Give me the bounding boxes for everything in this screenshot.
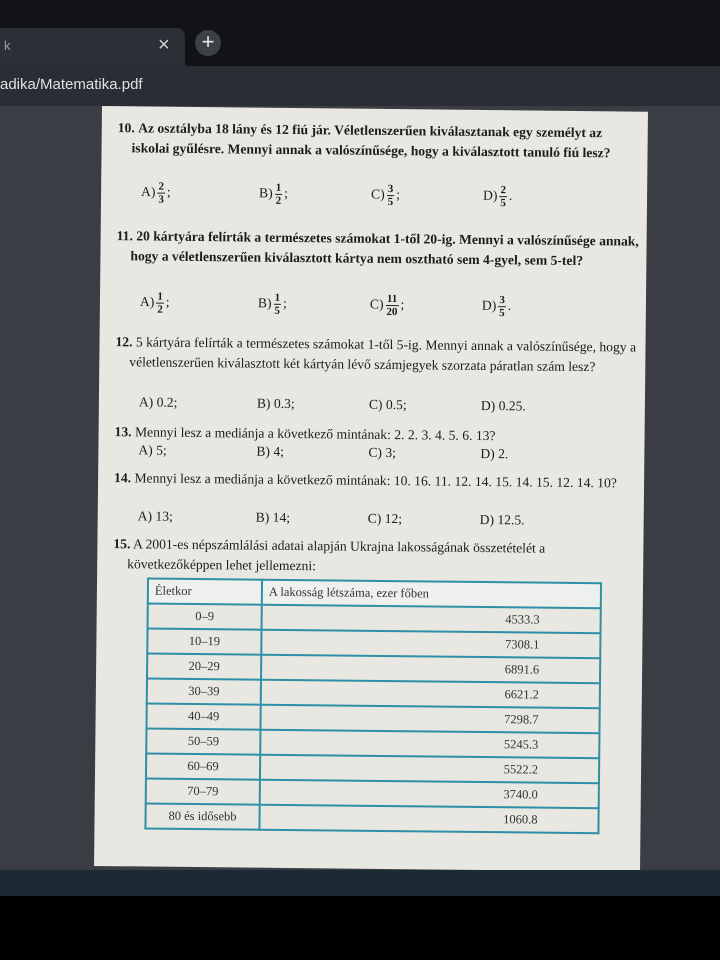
question-number: 13. [114, 424, 132, 440]
value-cell: 5522.2 [260, 755, 599, 784]
url-text: adika/Matematika.pdf [0, 76, 143, 93]
age-cell: 0–9 [148, 604, 262, 630]
question-number: 14. [114, 470, 132, 486]
options-11 [140, 290, 620, 325]
question-text: Mennyi lesz a mediánja a következő mintának: 2. 2. 3. 4. 5. 6. 13? [134, 424, 496, 444]
population-table [144, 577, 602, 834]
option-a: A) 0.2; [138, 394, 178, 410]
new-tab-button[interactable]: + [195, 30, 221, 56]
option-c: C) 0.5; [368, 396, 407, 413]
option-c: C) $\frac{3}{5}$ ; [371, 182, 401, 209]
question-number: 12. [115, 334, 133, 350]
value-cell: 1060.8 [259, 805, 598, 834]
screen-bezel [0, 896, 720, 960]
value-cell: 7308.1 [261, 630, 600, 659]
question-text: 5 kártyára felírták a természetes számokat 1-től 5-ig. Mennyi annak a valószínűsége, hogy a véletlenszerűen kiválasztott két kártyán lévő számjegyek szorzata páratlan szám lesz? [129, 334, 637, 375]
question-10 [117, 118, 641, 163]
question-number: 15. [113, 536, 131, 552]
age-cell: 20–29 [147, 654, 261, 680]
option-d: D) $\frac{3}{5}$ . [481, 294, 512, 320]
options-12 [139, 394, 619, 419]
question-11 [116, 226, 640, 271]
browser-tab[interactable] [0, 28, 185, 66]
option-b: B) $\frac{1}{5}$ ; [257, 291, 287, 317]
close-icon[interactable]: × [158, 34, 170, 56]
age-cell: 40–49 [146, 704, 260, 730]
option-c: C) $\frac{11}{20}$ ; [369, 292, 405, 319]
question-12 [115, 332, 639, 377]
question-text: Mennyi lesz a mediánja a következő mintának: 10. 16. 11. 12. 14. 15. 14. 15. 12. 14. 10? [134, 470, 617, 491]
table-row [145, 803, 598, 833]
header-population: A lakosság létszáma, ezer főben [262, 580, 601, 609]
option-a: A) 5; [138, 442, 167, 458]
age-cell: 50–59 [146, 728, 260, 754]
pdf-page [94, 106, 648, 872]
value-cell: 4533.3 [262, 605, 601, 634]
option-b: B) $\frac{1}{2}$ ; [259, 181, 289, 207]
question-15 [113, 534, 637, 579]
age-cell: 10–19 [147, 629, 261, 655]
value-cell: 7298.7 [260, 705, 599, 734]
age-cell: 60–69 [146, 753, 260, 779]
age-cell: 70–79 [146, 778, 260, 804]
tab-title: k [4, 38, 11, 53]
option-b: B) 14; [255, 509, 291, 525]
option-d: D) $\frac{2}{5}$ . [483, 184, 513, 210]
question-text: A 2001-es népszámlálási adatai alapján Ukrajna lakosságának összetételét a következőképpen lehet jellemezni: [127, 536, 546, 574]
value-cell: 5245.3 [260, 730, 599, 759]
option-d: D) 2. [480, 445, 509, 462]
option-a: A) 13; [137, 508, 173, 524]
option-a: A) $\frac{2}{3}$ ; [141, 180, 171, 206]
options-14 [138, 508, 618, 533]
option-d: D) 12.5. [479, 511, 525, 528]
question-14 [114, 468, 638, 493]
option-d: D) 0.25. [480, 397, 526, 414]
option-a: A) $\frac{1}{2}$ ; [139, 290, 170, 316]
option-b: B) 0.3; [256, 395, 295, 412]
value-cell: 3740.0 [260, 780, 599, 809]
option-b: B) 4; [256, 443, 285, 459]
option-c: C) 3; [368, 444, 397, 461]
question-text: 20 kártyára felírták a természetes számokat 1-től 20-ig. Mennyi a valószínűsége annak, hogy a véletlenszerűen kiválasztott kártya nem osztható sem 4-gyel, sem 5-tel? [130, 228, 639, 269]
question-text: Az osztályba 18 lány és 12 fiú jár. Véletlenszerűen kiválasztanak egy személyt az iskolai gyűlésre. Mennyi annak a valószínűsége, hogy a kiválasztott tanuló fiú lesz? [131, 120, 611, 161]
question-number: 11. [116, 228, 133, 244]
value-cell: 6621.2 [261, 680, 600, 709]
browser-tab-bar [0, 0, 720, 66]
value-cell: 6891.6 [261, 655, 600, 684]
age-cell: 30–39 [147, 679, 261, 705]
address-bar[interactable] [0, 66, 720, 106]
header-age: Életkor [148, 579, 262, 605]
option-c: C) 12; [367, 510, 403, 527]
options-10 [141, 180, 621, 215]
question-number: 10. [117, 120, 135, 136]
age-cell: 80 és idősebb [145, 803, 259, 829]
options-13 [138, 442, 618, 467]
